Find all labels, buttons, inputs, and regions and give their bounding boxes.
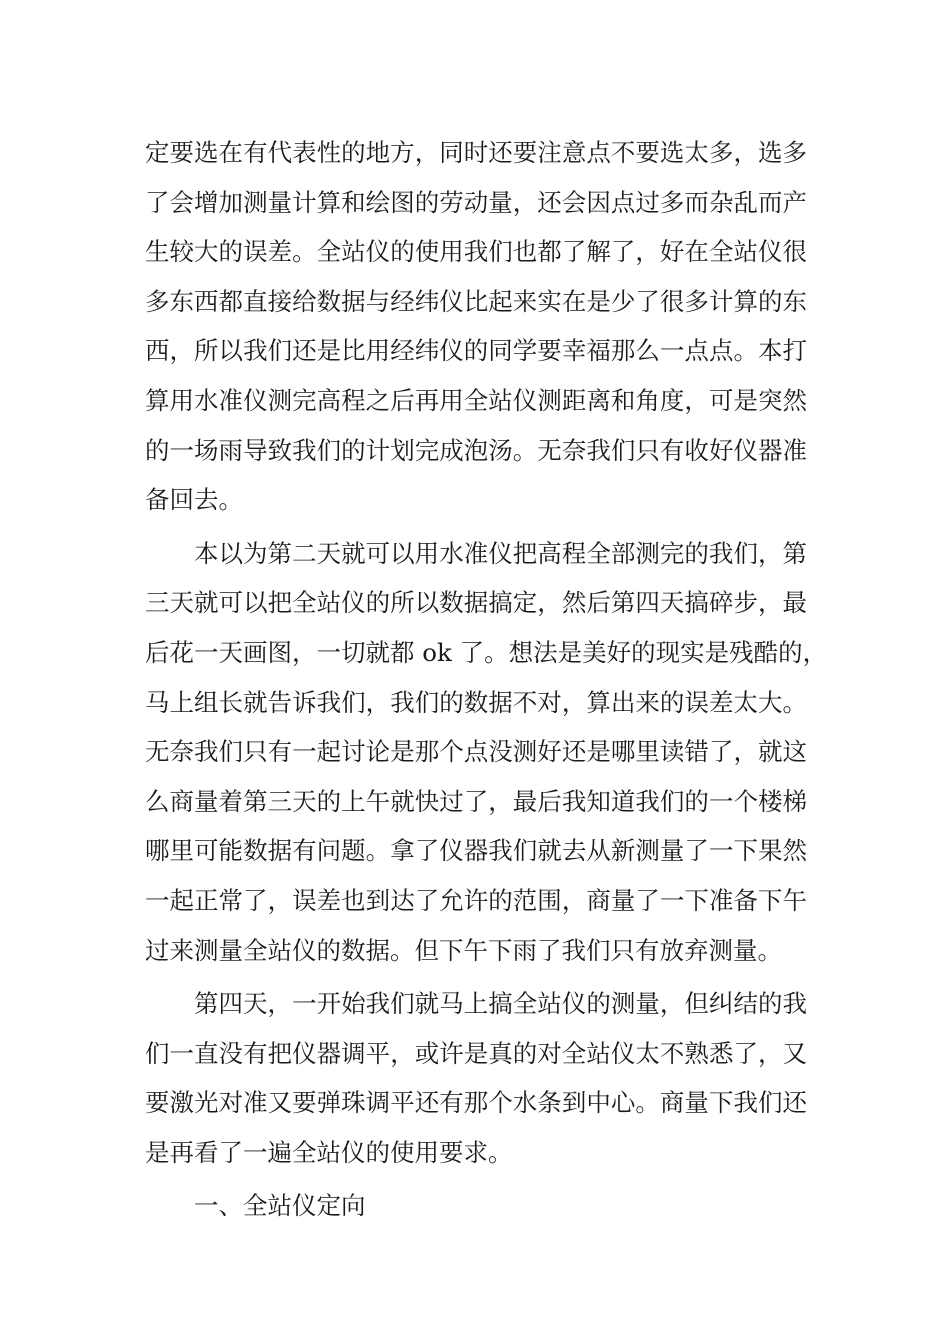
document-body <box>145 128 828 1231</box>
paragraph-1 <box>145 128 807 525</box>
paragraph-line: 西，所以我们还是比用经纬仪的同学要幸福那么一点点。本打 <box>145 336 807 366</box>
paragraph-line: 备回去。 <box>145 485 243 515</box>
paragraph-line: 后花一天画图，一切就都 ok 了。想法是美好的现实是残酷的， <box>145 637 828 667</box>
paragraph-line: 的一场雨导致我们的计划完成泡汤。无奈我们只有收好仪器准 <box>145 435 807 465</box>
paragraph-line: 一起正常了，误差也到达了允许的范围，商量了一下准备下午 <box>145 885 807 915</box>
paragraph-line: 是再看了一遍全站仪的使用要求。 <box>145 1137 513 1167</box>
paragraph-line: 哪里可能数据有问题。拿了仪器我们就去从新测量了一下果然 <box>145 836 807 866</box>
paragraph-line: 多东西都直接给数据与经纬仪比起来实在是少了很多计算的东 <box>145 286 807 316</box>
section-heading: 一、全站仪定向 <box>194 1191 366 1221</box>
paragraph-line: 么商量着第三天的上午就快过了，最后我知道我们的一个楼梯 <box>145 786 807 816</box>
paragraph-line: 三天就可以把全站仪的所以数据搞定，然后第四天搞碎步，最 <box>145 588 807 618</box>
paragraph-3 <box>145 979 807 1177</box>
paragraph-line: 要激光对准又要弹珠调平还有那个水条到中心。商量下我们还 <box>145 1088 807 1118</box>
paragraph-line: 了会增加测量计算和绘图的劳动量，还会因点过多而杂乱而产 <box>145 187 807 217</box>
paragraph-2 <box>145 529 828 975</box>
paragraph-line: 本以为第二天就可以用水准仪把高程全部测完的我们，第 <box>194 538 807 568</box>
paragraph-line: 定要选在有代表性的地方，同时还要注意点不要选太多，选多 <box>145 138 807 167</box>
paragraph-line: 生较大的误差。全站仪的使用我们也都了解了，好在全站仪很 <box>145 237 807 267</box>
paragraph-line: 们一直没有把仪器调平，或许是真的对全站仪太不熟悉了，又 <box>145 1038 807 1068</box>
paragraph-line: 无奈我们只有一起讨论是那个点没测好还是哪里读错了，就这 <box>145 737 807 767</box>
paragraph-line: 马上组长就告诉我们，我们的数据不对，算出来的误差太大。 <box>145 687 807 717</box>
paragraph-line: 第四天，一开始我们就马上搞全站仪的测量，但纠结的我 <box>194 989 807 1019</box>
paragraph-line: 过来测量全站仪的数据。但下午下雨了我们只有放弃测量。 <box>145 935 782 965</box>
paragraph-line: 算用水准仪测完高程之后再用全站仪测距离和角度，可是突然 <box>145 385 807 415</box>
